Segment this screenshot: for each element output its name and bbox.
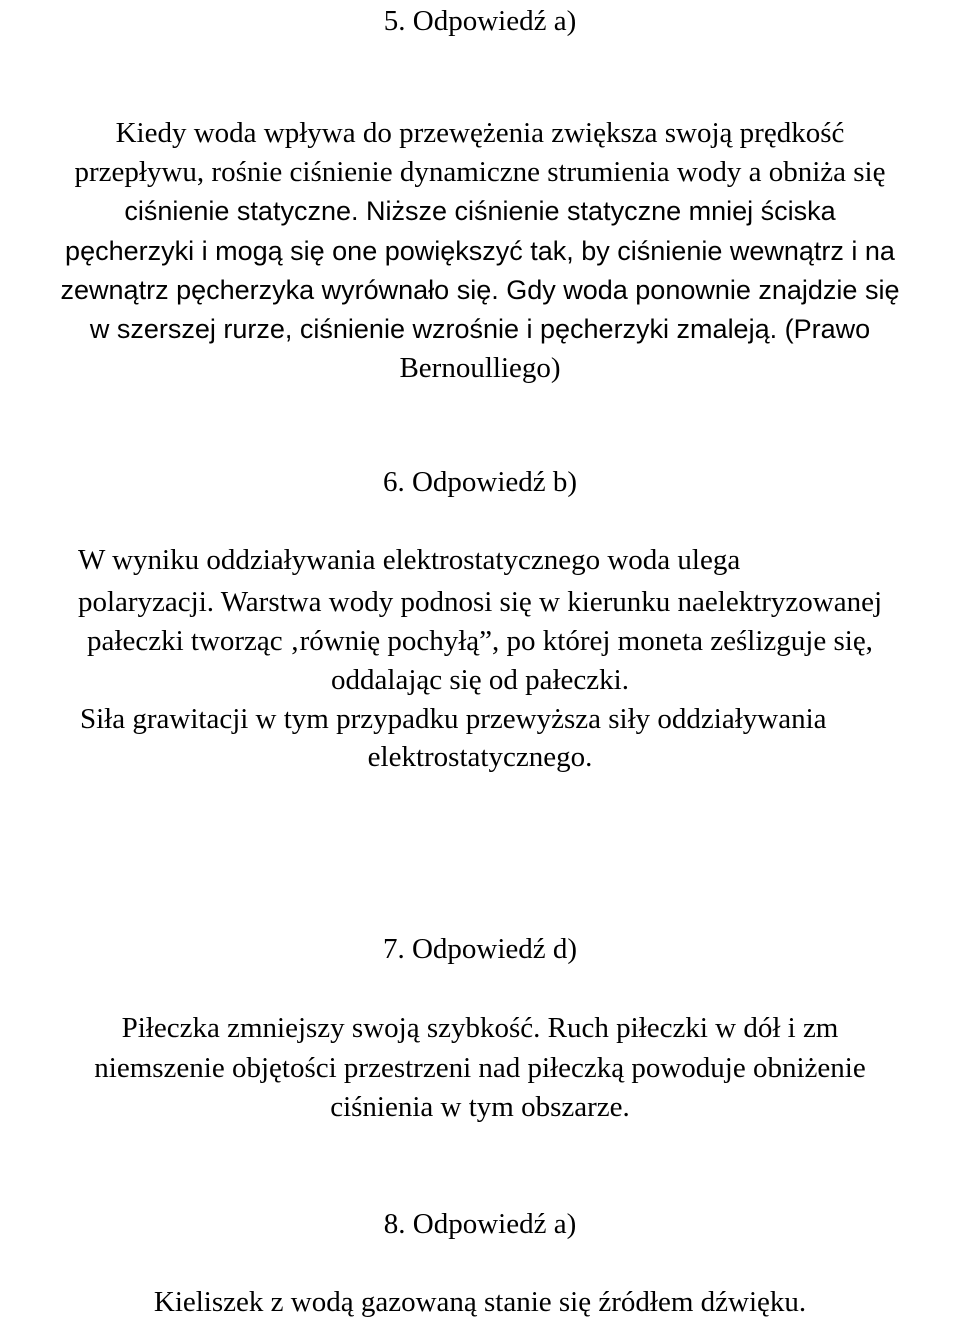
answer-6-text-line: polaryzacji. Warstwa wody podnosi się w kierunku naelektryzowanej [77,586,883,618]
answer-5-text-line: w szerszej rurze, ciśnienie wzrośnie i pęcherzyki zmaleją. (Prawo [89,314,871,344]
answer-6-text-line: elektrostatycznego. [367,741,593,773]
answer-8-text-line: Kieliszek z wodą gazowaną stanie się źródłem dźwięku. [153,1286,807,1318]
answer-7-heading: 7. Odpowiedź d) [382,933,578,965]
answer-6-heading: 6. Odpowiedź b) [382,466,578,498]
answer-5-text-line: przepływu, rośnie ciśnienie dynamiczne strumienia wody a obniża się [74,156,886,188]
answer-5-text-line: pęcherzyki i mogą się one powiększyć tak, by ciśnienie wewnątrz i na [65,236,895,266]
answer-5-text-line: zewnątrz pęcherzyka wyrównało się. Gdy woda ponownie znajdzie się [60,275,900,305]
answer-7-text-line: ciśnienia w tym obszarze. [330,1091,630,1123]
answer-6-text-line: pałeczki tworząc ‚równię pochyłą”, po której moneta ześlizguje się, [87,625,873,657]
answer-6-text-line: Siła grawitacji w tym przypadku przewyższa siły oddziaływania [80,703,827,735]
answer-6-text-line: W wyniku oddziaływania elektrostatycznego woda ulega [78,544,741,576]
answer-5-text-line: Kiedy woda wpływa do przewężenia zwiększa swoją prędkość [115,117,845,149]
answer-8-heading: 8. Odpowiedź a) [383,1208,577,1240]
answer-7-text-line: niemszenie objętości przestrzeni nad piłeczką powoduje obniżenie [94,1052,866,1084]
answer-5-text-line: Bernoulliego) [399,352,561,384]
answer-5-heading: 5. Odpowiedź a) [383,5,577,37]
answer-6-text-line: oddalając się od pałeczki. [331,664,629,696]
answer-5-text-line: ciśnienie statyczne. Niższe ciśnienie statyczne mniej ściska [124,196,836,226]
answer-7-text-line: Piłeczka zmniejszy swoją szybkość. Ruch piłeczki w dół i zm [121,1012,839,1044]
